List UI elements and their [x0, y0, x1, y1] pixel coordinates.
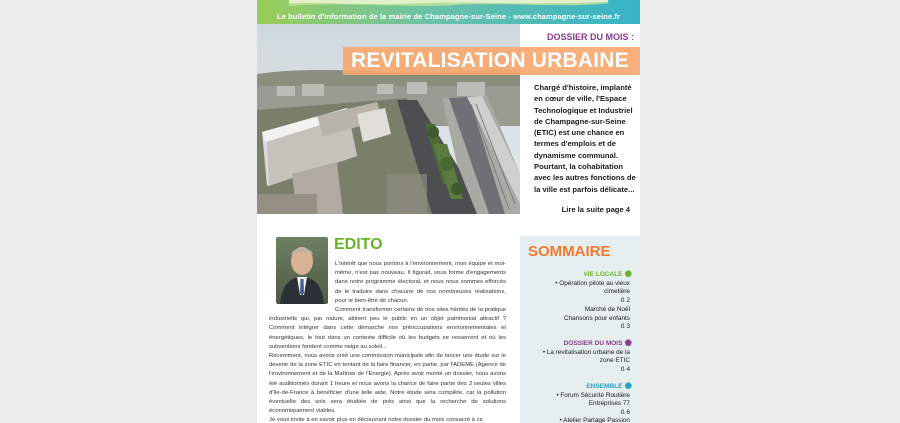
sommaire-item[interactable]	[530, 306, 630, 314]
section-label: VIE LOCALE	[583, 271, 623, 279]
item-title: • Opération pilote au vieux cimetière	[555, 280, 630, 296]
section-label: DOSSIER DU MOIS	[563, 340, 623, 348]
right-background	[640, 0, 900, 423]
item-title: Chansons pour enfants	[563, 315, 630, 322]
dossier-headline: REVITALISATION URBAINE	[351, 49, 629, 72]
header-banner	[257, 0, 640, 24]
read-more-link[interactable]: Lire la suite page 4	[561, 205, 630, 214]
item-page: ß 2	[620, 296, 630, 304]
edito-paragraph: Je vous invite à en savoir plus en découvrant notre dossier du mois consacré à ce	[269, 417, 483, 423]
sommaire-section-ensemble[interactable]	[520, 381, 632, 392]
newsletter-page[interactable]	[257, 0, 640, 423]
edito-paragraph: Comment transformer certains de nos sites hérités de la pratique industrielle qui, par nature, attirent peu le public en un objet patrimonial attractif ? Comment intégrer dans cette démarche nos préoccupations environnementales et énergétiques, le tout dans un contexte difficile où les budgets se resserrent et où les subventions fondent comme neige au soleil...	[269, 307, 506, 350]
sommaire-item[interactable]	[530, 392, 630, 417]
sommaire-panel	[520, 236, 640, 423]
item-title: • Forum Sécurité Routière Entreprises 77	[556, 392, 630, 408]
dossier-intro: Chargé d'histoire, implanté en cœur de ville, l'Espace Technologique et Industriel de Champagne-sur-Seine (ETIC) est une chance en termes d'emplois et de dynamisme communal. Pourtant, la cohabitation avec les autres fonctions de la ville est parfois délicate...	[534, 83, 636, 194]
item-title: • Atelier Partage Passion	[559, 417, 630, 423]
section-label: ENSEMBLE	[586, 383, 623, 391]
edito-paragraph: L'intérêt que nous portons à l'environnement, mon équipe et moi-même, n'est pas nouveau. Il figurait, sous forme d'engagements dans notre programme électoral, et nous nous sommes efforcés de le traduire dans chacune de nos nombreuses réalisations, pour le bien-être de chacun.	[335, 261, 506, 304]
sommaire-section-vie-locale[interactable]	[520, 269, 632, 280]
header-tagline: Le bulletin d'information de la mairie de Champagne-sur-Seine - www.champagne-sur-seine.fr	[276, 12, 621, 21]
header-wave-decoration	[257, 0, 640, 10]
dossier-label: DOSSIER DU MOIS :	[546, 32, 634, 42]
item-title: Marché de Noël	[584, 306, 630, 313]
left-background	[0, 0, 257, 423]
item-page: ß 4	[620, 365, 630, 373]
edito-body	[269, 260, 506, 423]
item-page: ß 6	[620, 408, 630, 416]
sommaire-item[interactable]	[530, 349, 630, 374]
sommaire-item[interactable]	[530, 417, 630, 423]
sunburst-icon: ✺	[624, 381, 632, 391]
edito-paragraph: Récemment, nous avons créé une commission municipale afin de lancer une étude sur le devenir de la zone ETIC en tentant de la faire financer, en partie, par l'ADEME (Agence de l'environnement et de la Maîtrise de l'Energie). Après avoir monté un dossier, nous avons été auditionnés durant 1 heure et nous avons la chance de faire partie des 3 seules villes d'Ile-de-France à bénéficier d'une telle aide. Notre étude sera complète, car la pollution éventuelle des sols sera étudiée de près ainsi que la recherche de solutions économiquement viables.	[269, 353, 506, 415]
sommaire-title: SOMMAIRE	[528, 243, 611, 260]
item-page: ß 3	[620, 323, 630, 331]
sommaire-item[interactable]	[530, 315, 630, 332]
edito-title: EDITO	[334, 236, 383, 253]
sunburst-icon: ✺	[624, 338, 632, 348]
sommaire-section-dossier[interactable]	[520, 338, 632, 349]
sommaire-item[interactable]	[530, 280, 630, 305]
item-title: • La revitalisation urbaine de la zone ETIC	[542, 349, 630, 365]
sunburst-icon: ✺	[624, 269, 632, 279]
